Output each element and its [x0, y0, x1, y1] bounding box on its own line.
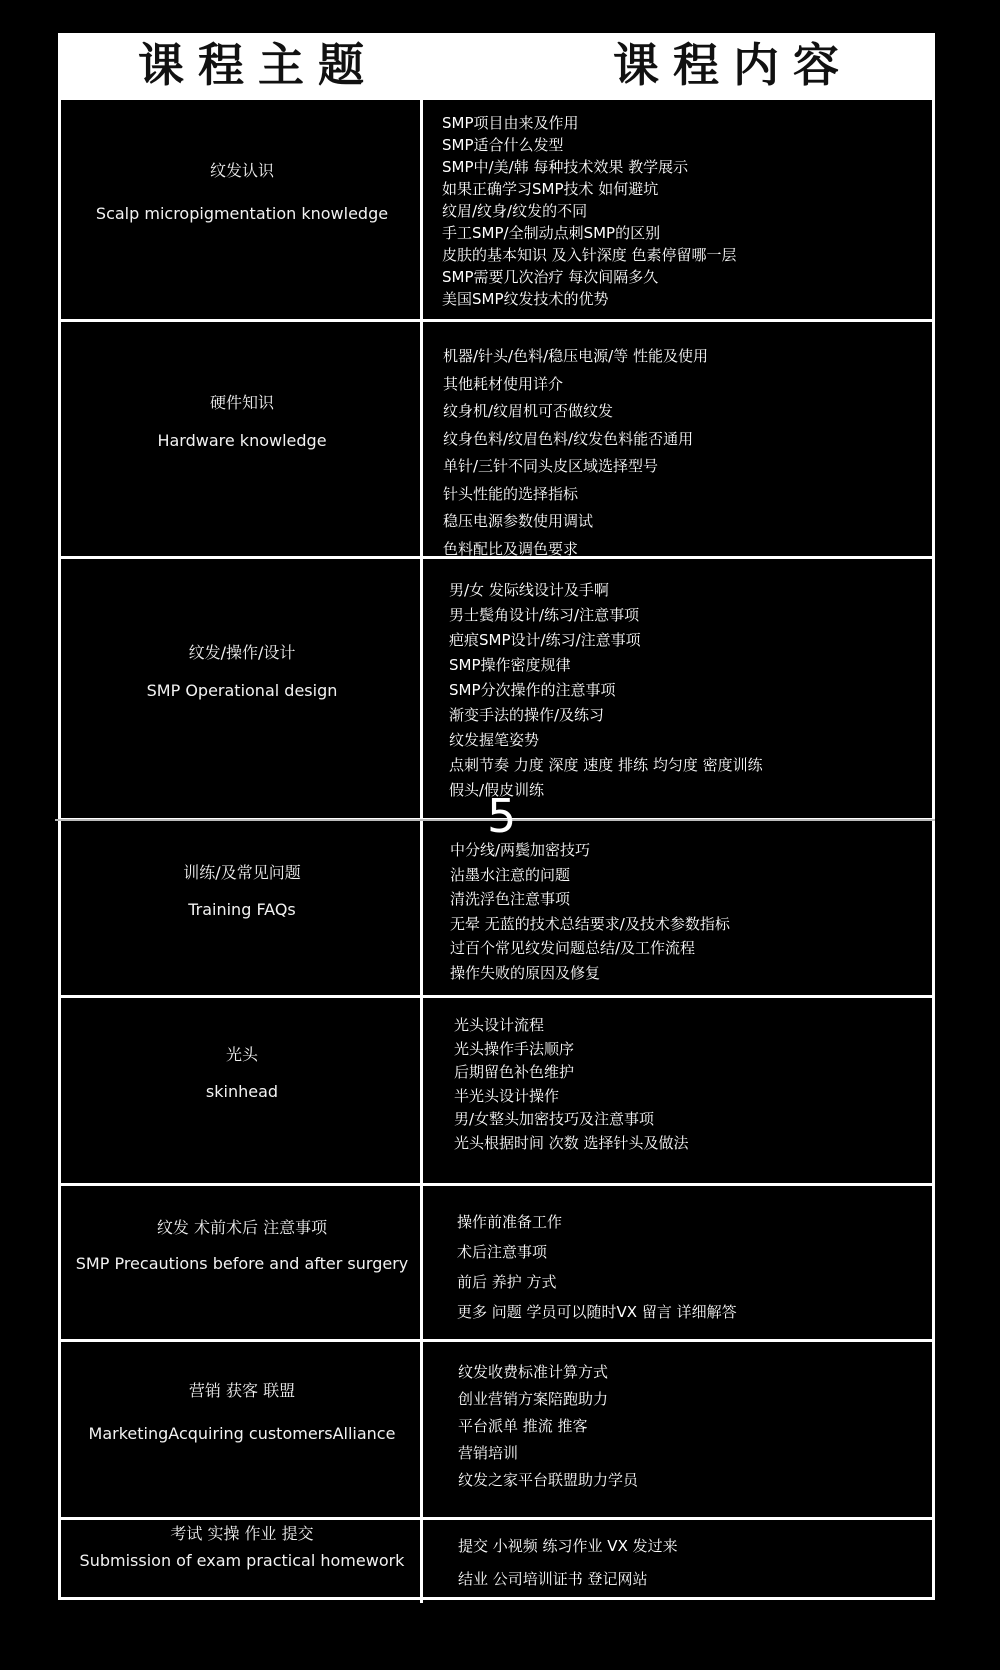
content-item: 术后注意事项 [457, 1243, 548, 1261]
content-item: SMP适合什么发型 [442, 136, 564, 154]
content-item: 操作失败的原因及修复 [450, 963, 601, 982]
course-topic [61, 640, 423, 700]
content-item: 提交 小视频 练习作业 VX 发过来 [458, 1537, 678, 1555]
course-content-list [454, 1014, 689, 1155]
content-item: 中分线/两鬓加密技巧 [450, 841, 591, 859]
content-item: 机器/针头/色料/稳压电源/等 性能及使用 [443, 347, 708, 365]
topic-title-en: skinhead [205, 1082, 279, 1101]
content-item: 过百个常见纹发问题总结/及工作流程 [450, 939, 696, 957]
topic-title-en: SMP Precautions before and after surgery [75, 1253, 409, 1273]
topic-title-en: MarketingAcquiring customersAlliance [88, 1424, 396, 1443]
content-item: 营销培训 [458, 1444, 519, 1462]
content-item: 假头/假皮训练 [449, 781, 545, 799]
table-row [58, 556, 935, 818]
topic-title-en: SMP Operational design [146, 680, 338, 700]
topic-title-cn: 纹发 术前术后 注意事项 [156, 1217, 328, 1237]
content-item: 美国SMP纹发技术的优势 [442, 290, 609, 308]
course-content-list [457, 1207, 737, 1327]
topic-title-cn: 考试 实操 作业 提交 [170, 1523, 314, 1543]
course-content-list [443, 343, 708, 563]
course-content-list [458, 1359, 638, 1494]
content-item: 疤痕SMP设计/练习/注意事项 [449, 631, 641, 649]
content-item: 男士鬓角设计/练习/注意事项 [449, 606, 640, 624]
table-row [58, 818, 935, 995]
content-item: 操作前准备工作 [457, 1213, 563, 1231]
content-item: 如果正确学习SMP技术 如何避坑 [442, 180, 659, 198]
content-item: 皮肤的基本知识 及入针深度 色素停留哪一层 [442, 246, 737, 264]
course-topic [61, 1042, 423, 1101]
course-content-list [449, 578, 763, 803]
topic-title-cn: 硬件知识 [209, 393, 274, 412]
content-item: SMP分次操作的注意事项 [449, 681, 616, 699]
topic-title-en: Hardware knowledge [157, 431, 327, 450]
content-item: SMP项目由来及作用 [442, 114, 579, 132]
content-item: 单针/三针不同头皮区域选择型号 [443, 457, 659, 475]
content-column-title: 课程内容 [613, 38, 853, 92]
course-content-list [442, 112, 737, 310]
topic-title-en: Training FAQs [188, 899, 296, 919]
course-topic [61, 1215, 423, 1273]
content-item: 更多 问题 学员可以随时VX 留言 详细解答 [457, 1303, 737, 1321]
course-content-list [458, 1530, 678, 1596]
content-item: SMP需要几次治疗 每次间隔多久 [442, 268, 659, 286]
course-topic [61, 1521, 423, 1570]
content-item: 平台派单 推流 推客 [458, 1417, 588, 1435]
course-topic [61, 860, 423, 919]
content-item: 纹身机/纹眉机可否做纹发 [443, 402, 614, 420]
table-row [58, 319, 935, 556]
table-row [58, 1183, 935, 1339]
content-item: 纹发握笔姿势 [449, 731, 540, 749]
course-topic [61, 158, 423, 223]
content-item: 后期留色补色维护 [454, 1063, 575, 1081]
topic-title-cn: 训练/及常见问题 [183, 862, 301, 882]
topic-title-en: Scalp micropigmentation knowledge [95, 204, 389, 223]
content-item: 男/女整头加密技巧及注意事项 [454, 1110, 655, 1128]
content-item: 色料配比及调色要求 [443, 539, 579, 558]
topic-title-cn: 纹发认识 [209, 161, 274, 180]
content-item: 稳压电源参数使用调试 [443, 512, 594, 530]
content-item: 光头操作手法顺序 [454, 1039, 575, 1058]
course-content-list [450, 838, 730, 985]
content-item: 清洗浮色注意事项 [450, 890, 571, 908]
topic-title-cn: 营销 获客 联盟 [188, 1381, 296, 1400]
content-item: 渐变手法的操作/及练习 [449, 706, 605, 724]
content-item: 纹眉/纹身/纹发的不同 [442, 202, 588, 220]
table-row [58, 1517, 935, 1600]
content-item: 纹发之家平台联盟助力学员 [458, 1471, 639, 1489]
content-item: 前后 养护 方式 [457, 1273, 557, 1291]
content-item: 结业 公司培训证书 登记网站 [458, 1570, 648, 1588]
content-item: 点刺节奏 力度 深度 速度 排练 均匀度 密度训练 [449, 756, 763, 774]
content-item: SMP操作密度规律 [449, 656, 571, 674]
topic-title-en: Submission of exam practical homework [79, 1550, 405, 1570]
topic-title-cn: 光头 [225, 1045, 258, 1064]
content-item: 纹身色料/纹眉色料/纹发色料能否通用 [443, 429, 694, 448]
content-item: 男/女 发际线设计及手啊 [449, 581, 609, 599]
content-item: 无晕 无蓝的技术总结要求/及技术参数指标 [450, 914, 730, 933]
course-topic [61, 390, 423, 450]
content-item: 创业营销方案陪跑助力 [458, 1390, 609, 1408]
content-item: 半光头设计操作 [454, 1086, 560, 1105]
content-item: 光头根据时间 次数 选择针头及做法 [454, 1133, 689, 1152]
content-item: 其他耗材使用详介 [443, 374, 564, 393]
table-row [58, 995, 935, 1183]
course-topic [61, 1378, 423, 1443]
content-item: 光头设计流程 [454, 1016, 545, 1034]
table-row [58, 1339, 935, 1517]
table-header [58, 33, 935, 97]
table-row [58, 97, 935, 319]
content-item: 手工SMP/全制动点刺SMP的区别 [442, 224, 661, 242]
overlay-number: 5 [487, 789, 517, 843]
topic-column-title: 课程主题 [138, 38, 378, 92]
content-item: 沾墨水注意的问题 [450, 865, 571, 884]
content-item: 针头性能的选择指标 [443, 484, 579, 503]
content-item: SMP中/美/韩 每种技术效果 教学展示 [442, 158, 689, 176]
topic-title-cn: 纹发/操作/设计 [188, 642, 296, 662]
content-item: 纹发收费标准计算方式 [458, 1363, 609, 1381]
